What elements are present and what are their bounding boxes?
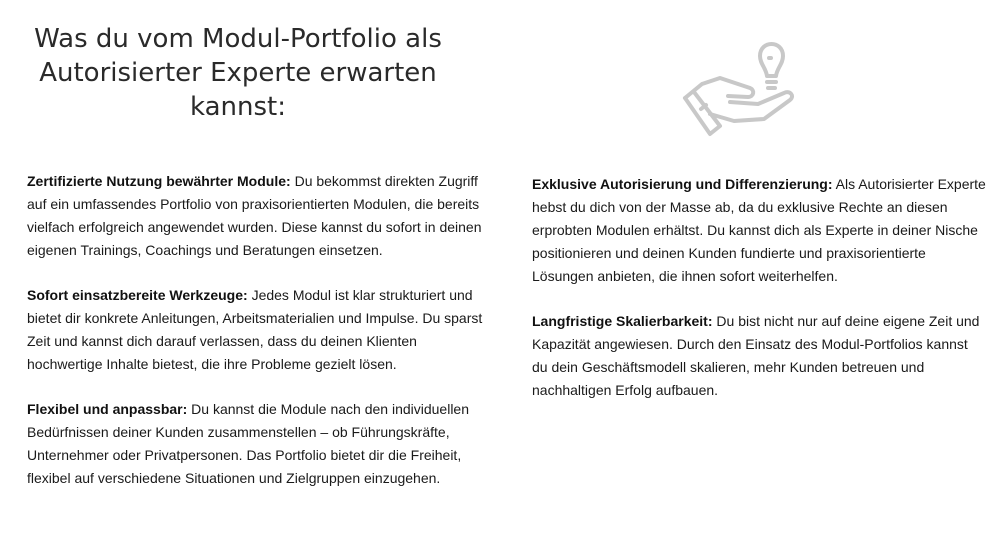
feature-text: Du kannst die Module nach den individuellen Bedürfnissen deiner Kunden zusammenstellen – ob Führungskräfte, Unternehmer oder Privatpersonen. Das Portfolio bietet dir die Freiheit, flexibel auf verschiedene Situationen und Zielgruppen einzugehen. — [27, 401, 470, 486]
feature-title: Langfristige Skalierbarkeit: — [532, 313, 713, 329]
feature-text: Du bist nicht nur auf deine eigene Zeit und Kapazität angewiesen. Durch den Einsatz des Modul-Portfolios kannst du dein Geschäftsmodell skalieren, mehr Kunden betreuen und nachhaltigen Erfolg aufbauen. — [532, 313, 980, 398]
feature-paragraph — [27, 398, 487, 490]
right-column — [532, 173, 987, 424]
feature-text: Jedes Modul ist klar strukturiert und bietet dir konkrete Anleitungen, Arbeitsmaterialien und Impulse. Du sparst Zeit und kannst dich darauf verlassen, dass du deinen Klienten hochwertige Inhalte bietest, die ihre Probleme gezielt lösen. — [27, 287, 483, 372]
feature-title: Sofort einsatzbereite Werkzeuge: — [27, 287, 248, 303]
feature-paragraph — [532, 173, 987, 288]
feature-paragraph — [27, 284, 487, 376]
feature-paragraph — [27, 170, 487, 262]
left-column — [27, 170, 487, 512]
feature-paragraph — [532, 310, 987, 402]
feature-text: Du bekommst direkten Zugriff auf ein umfassendes Portfolio von praxisorientierten Modulen, die bereits vielfach erfolgreich angewendet wurden. Diese kannst du sofort in deinen eigenen Trainings, Coachings und Beratungen einsetzen. — [27, 173, 482, 258]
feature-title: Flexibel und anpassbar: — [27, 401, 188, 417]
feature-title: Exklusive Autorisierung und Differenzierung: — [532, 176, 833, 192]
hand-lightbulb-icon — [680, 18, 800, 140]
feature-title: Zertifizierte Nutzung bewährter Module: — [27, 173, 291, 189]
feature-text: Als Autorisierter Experte hebst du dich von der Masse ab, da du exklusive Rechte an diesen erprobten Modulen erhältst. Du kannst dich als Experte in deiner Nische positionieren und deinen Kunden fundierte und praxisorientierte Lösungen anbieten, die ihnen sofort weiterhelfen. — [532, 176, 986, 284]
section-heading: Was du vom Modul-Portfolio als Autorisierter Experte erwarten kannst: — [34, 24, 442, 122]
